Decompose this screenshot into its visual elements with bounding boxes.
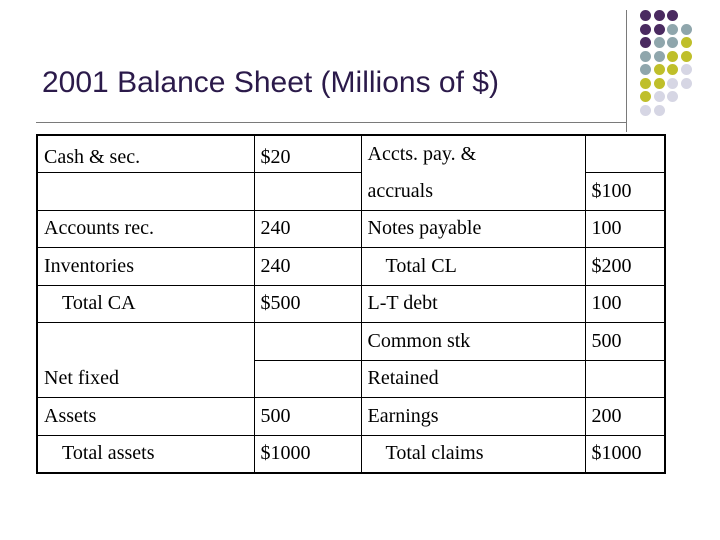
decorative-dot bbox=[667, 10, 678, 21]
claim-label: L-T debt bbox=[361, 285, 585, 323]
claim-label: Earnings bbox=[361, 398, 585, 436]
table-row bbox=[37, 135, 665, 173]
decorative-dot bbox=[681, 78, 692, 89]
claim-value bbox=[585, 360, 665, 398]
claim-value: $200 bbox=[585, 248, 665, 286]
table-row bbox=[37, 285, 665, 323]
decorative-dot bbox=[640, 78, 651, 89]
decorative-dot bbox=[640, 10, 651, 21]
decorative-dot bbox=[654, 10, 665, 21]
asset-value: $500 bbox=[254, 285, 361, 323]
decorative-dot bbox=[640, 91, 651, 102]
decorative-dot bbox=[681, 64, 692, 75]
claim-value bbox=[585, 135, 665, 173]
asset-value bbox=[254, 173, 361, 211]
asset-label: Total CA bbox=[37, 285, 254, 323]
asset-label: Accounts rec. bbox=[37, 210, 254, 248]
decorative-dot bbox=[681, 24, 692, 35]
asset-label: Assets bbox=[37, 398, 254, 436]
claim-label: Common stk bbox=[361, 323, 585, 361]
asset-value: 240 bbox=[254, 210, 361, 248]
decorative-dot bbox=[654, 51, 665, 62]
decorative-dot bbox=[667, 37, 678, 48]
claim-value: 100 bbox=[585, 210, 665, 248]
asset-value: 500 bbox=[254, 398, 361, 436]
asset-value: 240 bbox=[254, 248, 361, 286]
decorative-dot bbox=[640, 51, 651, 62]
claim-value: $1000 bbox=[585, 435, 665, 473]
decorative-dot bbox=[681, 51, 692, 62]
asset-value bbox=[254, 360, 361, 398]
decorative-dot bbox=[640, 37, 651, 48]
table-row bbox=[37, 210, 665, 248]
table-row bbox=[37, 323, 665, 361]
asset-value: $1000 bbox=[254, 435, 361, 473]
claim-label: Total claims bbox=[361, 435, 585, 473]
asset-label: Cash & sec. bbox=[37, 135, 254, 173]
asset-label bbox=[37, 323, 254, 361]
decorative-dot bbox=[654, 91, 665, 102]
claim-value: 100 bbox=[585, 285, 665, 323]
claim-value: 500 bbox=[585, 323, 665, 361]
claim-label: Total CL bbox=[361, 248, 585, 286]
asset-label: Inventories bbox=[37, 248, 254, 286]
claim-value: 200 bbox=[585, 398, 665, 436]
decorative-dot bbox=[681, 37, 692, 48]
table-row bbox=[37, 398, 665, 436]
decorative-dot bbox=[640, 105, 651, 116]
decorative-dot bbox=[654, 24, 665, 35]
slide-title: 2001 Balance Sheet (Millions of $) bbox=[42, 66, 499, 99]
title-divider bbox=[36, 122, 626, 123]
decorative-dot bbox=[667, 78, 678, 89]
decorative-dot bbox=[654, 64, 665, 75]
decorative-dot bbox=[654, 78, 665, 89]
table-row bbox=[37, 248, 665, 286]
claim-label: Retained bbox=[361, 360, 585, 398]
claim-label: accruals bbox=[361, 173, 585, 211]
asset-label bbox=[37, 173, 254, 211]
table-row bbox=[37, 360, 665, 398]
decorative-dot bbox=[667, 51, 678, 62]
decorative-dot bbox=[667, 24, 678, 35]
decorative-dot-grid bbox=[640, 10, 720, 120]
decorative-dot bbox=[667, 64, 678, 75]
decorative-dot bbox=[667, 91, 678, 102]
balance-sheet-table bbox=[36, 134, 666, 474]
decorative-dot bbox=[654, 37, 665, 48]
asset-value bbox=[254, 323, 361, 361]
decorative-dot bbox=[640, 64, 651, 75]
claim-label: Accts. pay. & bbox=[361, 135, 585, 173]
asset-value: $20 bbox=[254, 135, 361, 173]
vertical-divider bbox=[626, 10, 627, 132]
table-row bbox=[37, 173, 665, 211]
claim-value: $100 bbox=[585, 173, 665, 211]
asset-label: Net fixed bbox=[37, 360, 254, 398]
asset-label: Total assets bbox=[37, 435, 254, 473]
claim-label: Notes payable bbox=[361, 210, 585, 248]
decorative-dot bbox=[640, 24, 651, 35]
decorative-dot bbox=[654, 105, 665, 116]
table-row bbox=[37, 435, 665, 473]
